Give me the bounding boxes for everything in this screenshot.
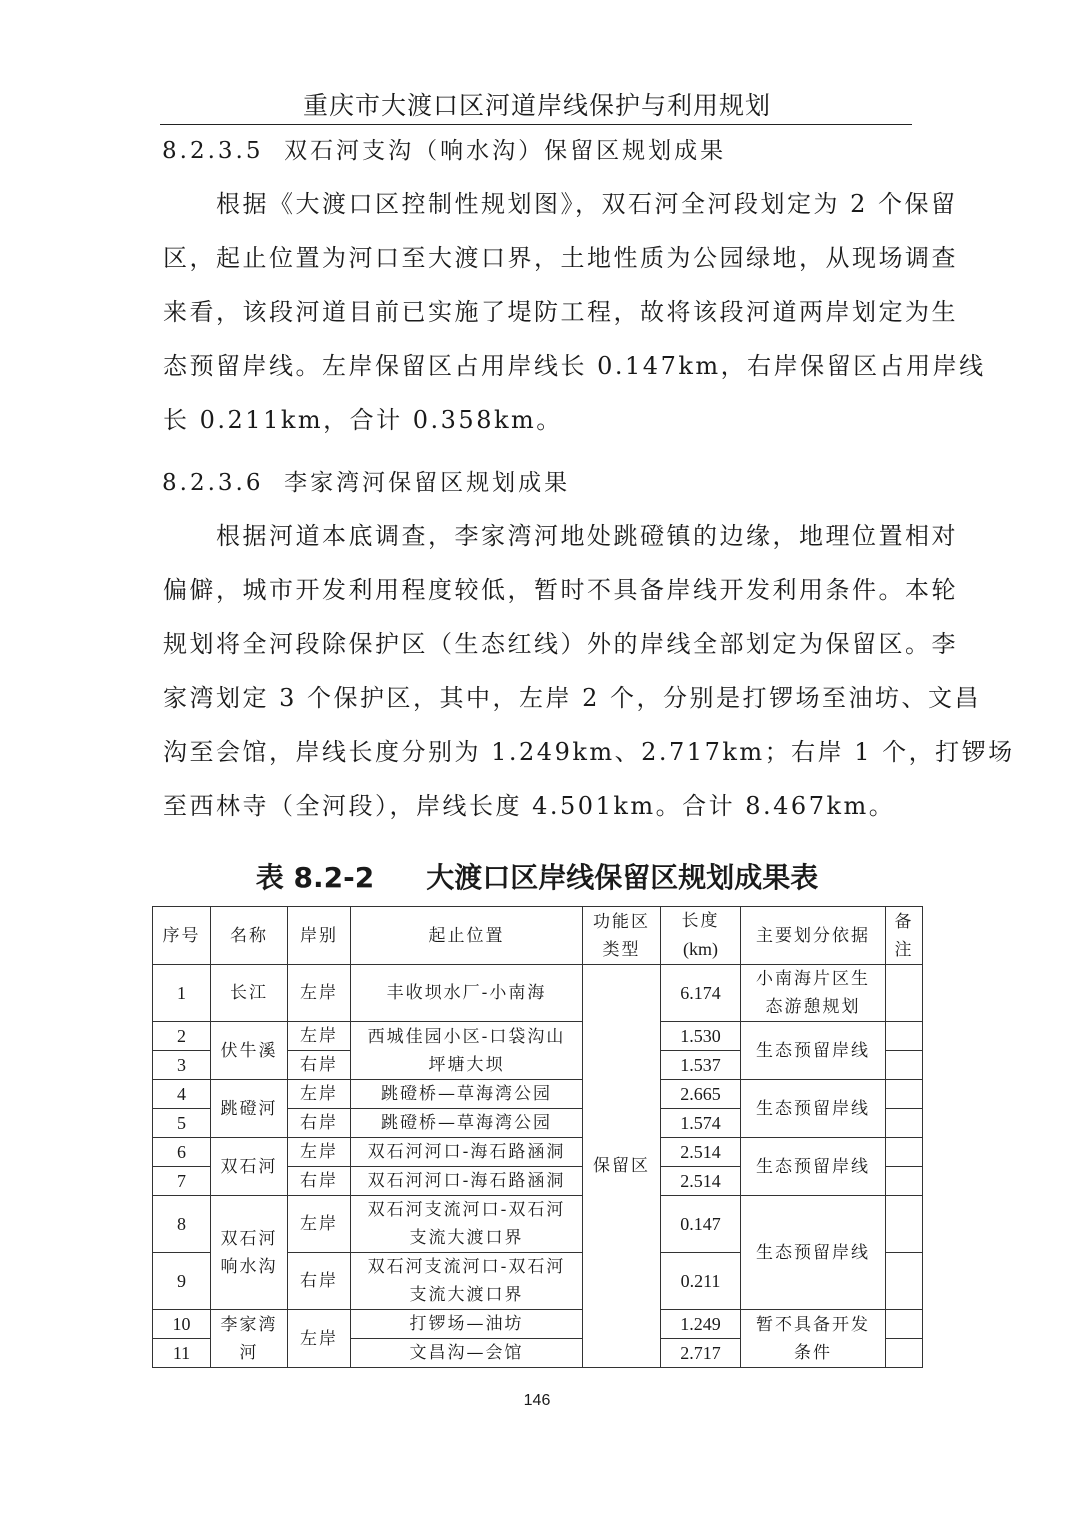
cell-basis-line1: 暂不具备开发 xyxy=(756,1314,870,1335)
cell-length: 0.211 xyxy=(661,1253,741,1310)
header-zone-type xyxy=(583,907,661,965)
paragraph-line: 至西林寺（全河段），岸线长度 4.501km。合计 8.467km。 xyxy=(163,792,896,820)
table-row xyxy=(153,1310,923,1339)
cell-basis: 生态预留岸线 xyxy=(741,1138,886,1196)
cell-seq: 8 xyxy=(153,1196,211,1253)
cell-seq: 11 xyxy=(153,1339,211,1368)
cell-basis xyxy=(741,1310,886,1368)
paragraph-line: 态预留岸线。左岸保留区占用岸线长 0.147km，右岸保留区占用岸线 xyxy=(163,352,986,380)
table-row xyxy=(153,1196,923,1253)
cell-location-line1: 双石河支流河口-双石河 xyxy=(367,1200,566,1220)
cell-basis-line2: 条件 xyxy=(794,1342,832,1363)
cell-location xyxy=(351,1196,583,1253)
section-title: 李家湾河保留区规划成果 xyxy=(284,470,571,496)
cell-length: 0.147 xyxy=(661,1196,741,1253)
cell-location-line1: 西城佳园小区-口袋沟山 xyxy=(367,1026,566,1047)
cell-name xyxy=(211,1196,288,1310)
header-rule xyxy=(160,124,912,125)
table-row xyxy=(153,1080,923,1109)
cell-bank: 右岸 xyxy=(288,1109,351,1138)
table-row xyxy=(153,965,923,1022)
cell-name-line1: 双石河 xyxy=(220,1228,278,1249)
header-location: 起止位置 xyxy=(351,907,583,965)
paragraph-line: 长 0.211km，合计 0.358km。 xyxy=(163,406,563,434)
cell-basis: 生态预留岸线 xyxy=(741,1196,886,1310)
table-row xyxy=(153,1022,923,1051)
cell-remark xyxy=(886,1138,923,1167)
cell-length: 1.537 xyxy=(661,1051,741,1080)
cell-length: 2.665 xyxy=(661,1080,741,1109)
cell-bank: 左岸 xyxy=(288,1022,351,1051)
cell-bank: 左岸 xyxy=(288,1310,351,1368)
header-length-line2: (km) xyxy=(683,939,718,959)
section-number: 8.2.3.5 xyxy=(162,138,264,164)
cell-seq: 3 xyxy=(153,1051,211,1080)
cell-basis xyxy=(741,965,886,1022)
section-title: 双石河支沟（响水沟）保留区规划成果 xyxy=(284,138,727,164)
cell-remark xyxy=(886,1051,923,1080)
cell-bank: 左岸 xyxy=(288,1196,351,1253)
paragraph-line: 沟至会馆，岸线长度分别为 1.249km、2.717km；右岸 1 个，打锣场 xyxy=(163,738,1015,766)
cell-name-line2: 响水沟 xyxy=(220,1256,278,1277)
table-caption-title: 大渡口区岸线保留区规划成果表 xyxy=(426,861,819,894)
paragraph-shuangshihe xyxy=(163,177,986,447)
cell-seq: 5 xyxy=(153,1109,211,1138)
header-remark xyxy=(886,907,923,965)
cell-location: 打锣场—油坊 xyxy=(351,1310,583,1339)
cell-remark xyxy=(886,1196,923,1253)
header-remark-line2: 注 xyxy=(894,939,914,960)
cell-seq: 4 xyxy=(153,1080,211,1109)
cell-seq: 2 xyxy=(153,1022,211,1051)
section-number: 8.2.3.6 xyxy=(162,470,264,496)
paragraph-line: 区，起止位置为河口至大渡口界，土地性质为公园绿地，从现场调查 xyxy=(163,244,958,272)
cell-length: 6.174 xyxy=(661,965,741,1022)
cell-location-line1: 双石河支流河口-双石河 xyxy=(367,1257,566,1277)
cell-location: 跳磴桥—草海湾公园 xyxy=(351,1080,583,1109)
header-remark-line1: 备 xyxy=(894,911,914,932)
table-caption-number: 表 8.2-2 xyxy=(255,861,375,894)
cell-bank: 左岸 xyxy=(288,965,351,1022)
cell-location-line2: 支流大渡口界 xyxy=(409,1228,524,1248)
cell-seq: 9 xyxy=(153,1253,211,1310)
cell-basis-line2: 态游憩规划 xyxy=(765,997,861,1017)
cell-location-line2: 坪塘大坝 xyxy=(428,1054,505,1075)
cell-remark xyxy=(886,1339,923,1368)
cell-basis: 生态预留岸线 xyxy=(741,1080,886,1138)
cell-length: 1.530 xyxy=(661,1022,741,1051)
paragraph-lijiawanhe xyxy=(163,509,1015,833)
cell-bank: 左岸 xyxy=(288,1138,351,1167)
cell-seq: 1 xyxy=(153,965,211,1022)
cell-remark xyxy=(886,1167,923,1196)
cell-seq: 7 xyxy=(153,1167,211,1196)
table-header-row xyxy=(153,907,923,965)
header-zone-type-line1: 功能区 xyxy=(593,911,650,932)
header-name: 名称 xyxy=(211,907,288,965)
cell-location: 双石河河口-海石路涵洞 xyxy=(351,1167,583,1196)
cell-remark xyxy=(886,1253,923,1310)
cell-name-line1: 李家湾 xyxy=(220,1314,278,1335)
running-header: 重庆市大渡口区河道岸线保护与利用规划 xyxy=(302,91,771,120)
cell-remark xyxy=(886,1310,923,1339)
reserve-zone-table xyxy=(152,906,923,1368)
cell-name: 长江 xyxy=(211,965,288,1022)
header-seq: 序号 xyxy=(153,907,211,965)
cell-location: 文昌沟—会馆 xyxy=(351,1339,583,1368)
cell-location-line2: 支流大渡口界 xyxy=(409,1285,524,1305)
cell-bank: 右岸 xyxy=(288,1167,351,1196)
cell-location xyxy=(351,1253,583,1310)
cell-length: 1.574 xyxy=(661,1109,741,1138)
header-bank: 岸别 xyxy=(288,907,351,965)
page-number: 146 xyxy=(523,1392,551,1409)
section-heading-8-2-3-6 xyxy=(162,464,570,497)
cell-location: 双石河河口-海石路涵洞 xyxy=(351,1138,583,1167)
cell-name-line2: 河 xyxy=(239,1342,259,1363)
cell-length: 1.249 xyxy=(661,1310,741,1339)
paragraph-line: 家湾划定 3 个保护区，其中，左岸 2 个，分别是打锣场至油坊、文昌 xyxy=(163,684,982,712)
header-length-line1: 长度 xyxy=(681,911,720,931)
cell-location xyxy=(351,1022,583,1080)
cell-location: 丰收坝水厂-小南海 xyxy=(351,965,583,1022)
cell-location: 跳磴桥—草海湾公园 xyxy=(351,1109,583,1138)
cell-name: 跳磴河 xyxy=(211,1080,288,1138)
header-zone-type-line2: 类型 xyxy=(602,939,641,960)
cell-remark xyxy=(886,1109,923,1138)
cell-name: 伏牛溪 xyxy=(211,1022,288,1080)
cell-bank: 左岸 xyxy=(288,1080,351,1109)
header-basis: 主要划分依据 xyxy=(741,907,886,965)
cell-basis-line1: 小南海片区生 xyxy=(756,969,870,989)
cell-zone-type: 保留区 xyxy=(583,965,661,1368)
paragraph-line: 偏僻，城市开发利用程度较低，暂时不具备岸线开发利用条件。本轮 xyxy=(163,576,958,604)
paragraph-line: 根据河道本底调查，李家湾河地处跳磴镇的边缘，地理位置相对 xyxy=(163,522,958,550)
cell-name xyxy=(211,1310,288,1368)
cell-name: 双石河 xyxy=(211,1138,288,1196)
table-caption xyxy=(0,856,1074,896)
cell-remark xyxy=(886,1080,923,1109)
paragraph-line: 来看，该段河道目前已实施了堤防工程，故将该段河道两岸划定为生 xyxy=(163,298,958,326)
cell-bank: 右岸 xyxy=(288,1253,351,1310)
cell-length: 2.717 xyxy=(661,1339,741,1368)
cell-seq: 6 xyxy=(153,1138,211,1167)
header-length xyxy=(661,907,741,965)
section-heading-8-2-3-5 xyxy=(162,132,726,165)
cell-remark xyxy=(886,965,923,1022)
paragraph-line: 规划将全河段除保护区（生态红线）外的岸线全部划定为保留区。李 xyxy=(163,630,958,658)
cell-seq: 10 xyxy=(153,1310,211,1339)
paragraph-line: 根据《大渡口区控制性规划图》，双石河全河段划定为 2 个保留 xyxy=(163,190,958,218)
cell-remark xyxy=(886,1022,923,1051)
table-row xyxy=(153,1138,923,1167)
cell-length: 2.514 xyxy=(661,1167,741,1196)
cell-bank: 右岸 xyxy=(288,1051,351,1080)
cell-basis: 生态预留岸线 xyxy=(741,1022,886,1080)
cell-length: 2.514 xyxy=(661,1138,741,1167)
